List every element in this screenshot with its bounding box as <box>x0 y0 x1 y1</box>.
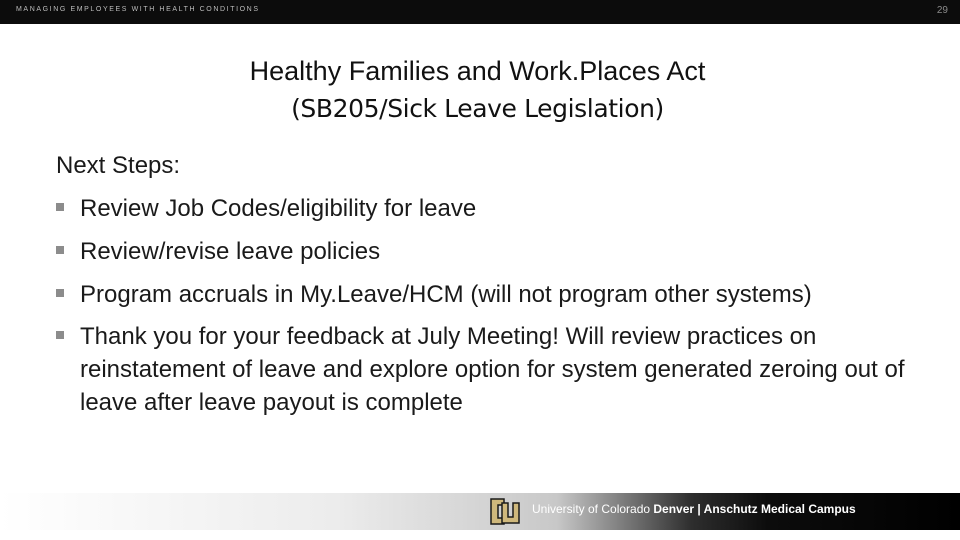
bullet-item <box>56 278 916 311</box>
square-bullet-icon <box>56 203 64 211</box>
bullet-text: Program accruals in My.Leave/HCM (will not program other systems) <box>80 281 812 308</box>
page-number: 29 <box>936 5 948 16</box>
bullet-item <box>56 235 916 269</box>
cu-logo-icon <box>489 497 521 526</box>
top-bar <box>0 0 960 24</box>
footer-campus: Denver | Anschutz Medical Campus <box>653 502 856 516</box>
running-title: MANAGING EMPLOYEES WITH HEALTH CONDITIONS <box>16 6 260 13</box>
next-steps-heading: Next Steps: <box>56 152 181 179</box>
bullet-text: Review/revise leave policies <box>80 238 381 265</box>
slide-title: Healthy Families and Work.Places Act <box>249 56 706 86</box>
footer-university: University of Colorado <box>532 502 654 516</box>
bullet-item <box>56 320 916 419</box>
bullet-item <box>56 192 916 226</box>
square-bullet-icon <box>56 331 64 339</box>
footer-strip <box>0 530 960 540</box>
footer-university-name <box>532 502 856 516</box>
slide-subtitle: (SB205/Sick Leave Legislation) <box>291 94 664 123</box>
bullet-list <box>56 192 916 428</box>
bullet-text: Thank you for your feedback at July Meeting! Will review practices on reinstatement of leave and explore option for system generated zeroing out of leave after leave payout is complete <box>80 323 905 416</box>
bullet-text: Review Job Codes/eligibility for leave <box>80 195 477 222</box>
square-bullet-icon <box>56 246 64 254</box>
square-bullet-icon <box>56 289 64 297</box>
